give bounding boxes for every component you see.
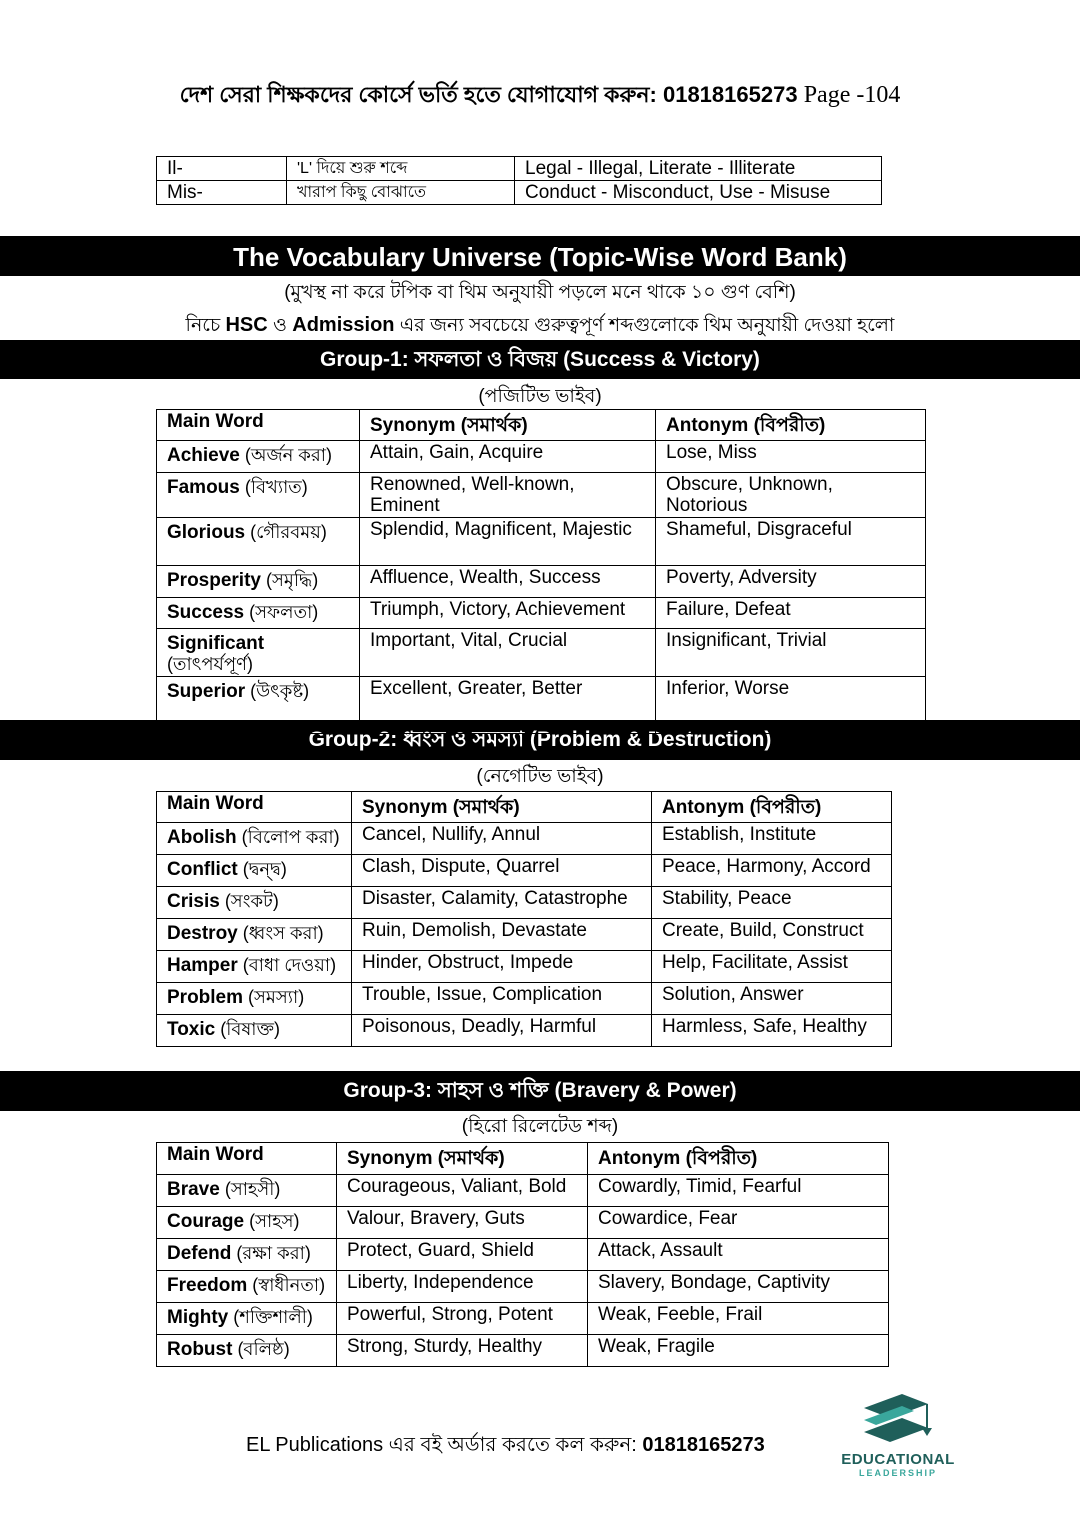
example-cell: Conduct - Misconduct, Use - Misuse xyxy=(515,181,882,205)
main-word: Mighty xyxy=(167,1307,229,1328)
table-row xyxy=(157,441,926,473)
antonym-cell: Solution, Answer xyxy=(652,983,892,1015)
table-row xyxy=(157,677,926,734)
table-row xyxy=(157,1207,889,1239)
antonym-cell: Insignificant, Trivial xyxy=(656,629,926,677)
main-word-cell xyxy=(157,629,360,677)
main-word-cell xyxy=(157,1271,337,1303)
synonym-cell: Clash, Dispute, Quarrel xyxy=(352,855,652,887)
antonym-cell: Stability, Peace xyxy=(652,887,892,919)
main-word: Conflict xyxy=(167,859,238,880)
footer xyxy=(246,1430,765,1463)
antonym-cell: Harmless, Safe, Healthy xyxy=(652,1015,892,1047)
antonym-cell: Attack, Assault xyxy=(588,1239,889,1271)
logo-line-1: EDUCATIONAL xyxy=(841,1451,955,1468)
group-3-banner: Group-3: সাহস ও শক্তি (Bravery & Power) xyxy=(0,1071,1080,1111)
group-2-banner: Group-2: ধ্বংস ও সমস্যা (Problem & Destruction) xyxy=(0,720,1080,760)
main-word: Significant xyxy=(167,633,265,654)
prefix-cell: Il- xyxy=(157,157,287,181)
main-word-bangla: (দ্বন্দ্ব) xyxy=(237,859,287,879)
main-word: Prosperity xyxy=(167,570,261,591)
table-row xyxy=(157,823,892,855)
synonym-header: Synonym (সমার্থক) xyxy=(360,410,656,441)
synonym-cell: Protect, Guard, Shield xyxy=(337,1239,588,1271)
main-word: Crisis xyxy=(167,891,220,912)
main-word: Brave xyxy=(167,1179,220,1200)
synonym-cell: Disaster, Calamity, Catastrophe xyxy=(352,887,652,919)
main-word-bangla: (উৎকৃষ্ট) xyxy=(245,681,310,701)
synonym-cell: Hinder, Obstruct, Impede xyxy=(352,951,652,983)
main-word-cell xyxy=(157,919,352,951)
example-cell: Legal - Illegal, Literate - Illiterate xyxy=(515,157,882,181)
main-word-bangla: (সমৃদ্ধি) xyxy=(260,570,319,590)
prefix-table xyxy=(156,156,882,205)
antonym-cell: Lose, Miss xyxy=(656,441,926,473)
synonym-header: Synonym (সমার্থক) xyxy=(352,792,652,823)
antonym-header: Antonym (বিপরীত) xyxy=(652,792,892,823)
table-row xyxy=(157,1271,889,1303)
main-word-cell xyxy=(157,887,352,919)
universe-banner: The Vocabulary Universe (Topic-Wise Word Bank) xyxy=(0,236,1080,276)
table-header-row xyxy=(157,792,892,823)
synonym-cell: Liberty, Independence xyxy=(337,1271,588,1303)
main-word-cell xyxy=(157,855,352,887)
usage-cell: খারাপ কিছু বোঝাতে xyxy=(287,181,515,205)
main-word-bangla: (সমস্যা) xyxy=(243,987,305,1007)
universe-note: (মুখস্থ না করে টপিক বা থিম অনুযায়ী পড়লে মনে থাকে ১০ গুণ বেশি) xyxy=(284,282,796,303)
main-word: Robust xyxy=(167,1339,233,1360)
main-word-bangla: (বলিষ্ঠ) xyxy=(232,1339,290,1359)
antonym-cell: Shameful, Disgraceful xyxy=(656,518,926,566)
synonym-cell: Courageous, Valiant, Bold xyxy=(337,1175,588,1207)
synonym-cell: Valour, Bravery, Guts xyxy=(337,1207,588,1239)
main-word-cell xyxy=(157,983,352,1015)
main-word-cell xyxy=(157,598,360,629)
main-word-bangla: (বিলোপ করা) xyxy=(236,827,340,847)
main-word-bangla: (স্বাধীনতা) xyxy=(247,1275,326,1295)
table-row xyxy=(157,518,926,566)
antonym-header: Antonym (বিপরীত) xyxy=(656,410,926,441)
prefix-cell: Mis- xyxy=(157,181,287,205)
synonym-header: Synonym (সমার্থক) xyxy=(337,1143,588,1175)
main-word-cell xyxy=(157,518,360,566)
main-word: Abolish xyxy=(167,827,237,848)
table-row xyxy=(157,1303,889,1335)
table-row xyxy=(157,1239,889,1271)
main-word-cell xyxy=(157,441,360,473)
usage-cell: 'L' দিয়ে শুরু শব্দে xyxy=(287,157,515,181)
group-2-table xyxy=(156,791,892,1047)
antonym-cell: Cowardly, Timid, Fearful xyxy=(588,1175,889,1207)
main-word-cell xyxy=(157,951,352,983)
synonym-cell: Cancel, Nullify, Annul xyxy=(352,823,652,855)
table-row xyxy=(157,919,892,951)
synonym-cell: Ruin, Demolish, Devastate xyxy=(352,919,652,951)
main-word-bangla: (বিষাক্ত) xyxy=(215,1019,281,1039)
main-word: Glorious xyxy=(167,522,246,543)
main-word-header: Main Word xyxy=(157,410,360,441)
main-word-cell xyxy=(157,1335,337,1367)
subtitle-text: এর জন্য সবচেয়ে গুরুত্বপূর্ণ শব্দগুলোকে থিম অনুযায়ী দেওয়া হলো xyxy=(394,315,895,336)
table-row xyxy=(157,887,892,919)
main-word-cell xyxy=(157,1207,337,1239)
main-word-cell xyxy=(157,473,360,518)
logo-line-2: LEADERSHIP xyxy=(858,1468,937,1478)
synonym-cell: Attain, Gain, Acquire xyxy=(360,441,656,473)
main-word-bangla: (অর্জন করা) xyxy=(239,445,333,465)
antonym-cell: Failure, Defeat xyxy=(656,598,926,629)
antonym-cell: Poverty, Adversity xyxy=(656,566,926,598)
synonym-cell: Triumph, Victory, Achievement xyxy=(360,598,656,629)
admission-label: Admission xyxy=(292,314,395,336)
group-1-table xyxy=(156,409,926,734)
table-row xyxy=(157,157,882,181)
page-header xyxy=(0,78,1080,115)
main-word-bangla: (ধ্বংস করা) xyxy=(237,923,324,943)
main-word: Achieve xyxy=(167,445,240,466)
table-row xyxy=(157,473,926,518)
antonym-cell: Slavery, Bondage, Captivity xyxy=(588,1271,889,1303)
table-row xyxy=(157,1175,889,1207)
table-row xyxy=(157,629,926,677)
synonym-cell: Trouble, Issue, Complication xyxy=(352,983,652,1015)
main-word-bangla: (শক্তিশালী) xyxy=(228,1307,313,1327)
main-word-bangla: (সাহসী) xyxy=(219,1179,281,1199)
table-row xyxy=(157,1335,889,1367)
main-word-bangla: (তাৎপর্যপূর্ণ) xyxy=(167,654,254,674)
main-word-cell xyxy=(157,1303,337,1335)
main-word: Freedom xyxy=(167,1275,248,1296)
table-row xyxy=(157,951,892,983)
group-3-table xyxy=(156,1142,889,1367)
main-word-bangla: (বাধা দেওয়া) xyxy=(237,955,337,975)
main-word-bangla: (সাহস) xyxy=(244,1211,300,1231)
synonym-cell: Important, Vital, Crucial xyxy=(360,629,656,677)
synonym-cell: Powerful, Strong, Potent xyxy=(337,1303,588,1335)
synonym-cell: Splendid, Magnificent, Majestic xyxy=(360,518,656,566)
table-header-row xyxy=(157,410,926,441)
antonym-cell: Establish, Institute xyxy=(652,823,892,855)
group-1-subtitle: (পজিটিভ ভাইব) xyxy=(478,386,602,407)
synonym-cell: Affluence, Wealth, Success xyxy=(360,566,656,598)
subtitle-text: নিচে xyxy=(185,315,226,336)
main-word: Famous xyxy=(167,477,240,498)
group-2-subtitle: (নেগেটিভ ভাইব) xyxy=(476,766,604,787)
header-text: দেশ সেরা শিক্ষকদের কোর্সে ভর্তি হতে যোগাযোগ করুন: 01818165273 xyxy=(179,82,798,107)
universe-subtitle xyxy=(0,311,1080,343)
page-number: Page -104 xyxy=(803,82,901,108)
main-word-cell xyxy=(157,1239,337,1271)
antonym-cell: Weak, Feeble, Frail xyxy=(588,1303,889,1335)
main-word-bangla: (বিখ্যাত) xyxy=(239,477,308,497)
main-word: Superior xyxy=(167,681,246,702)
table-row xyxy=(157,181,882,205)
main-word-bangla: (সংকট) xyxy=(219,891,279,911)
table-row xyxy=(157,1015,892,1047)
synonym-cell: Poisonous, Deadly, Harmful xyxy=(352,1015,652,1047)
footer-phone: 01818165273 xyxy=(642,1434,765,1456)
antonym-cell: Obscure, Unknown, Notorious xyxy=(656,473,926,518)
main-word-header: Main Word xyxy=(157,1143,337,1175)
educational-leadership-logo xyxy=(836,1390,960,1478)
table-row xyxy=(157,855,892,887)
logo-icon xyxy=(856,1390,940,1446)
main-word: Defend xyxy=(167,1243,232,1264)
main-word: Problem xyxy=(167,987,244,1008)
table-header-row xyxy=(157,1143,889,1175)
main-word-cell xyxy=(157,566,360,598)
main-word-cell xyxy=(157,1015,352,1047)
antonym-cell: Weak, Fragile xyxy=(588,1335,889,1367)
antonym-cell: Inferior, Worse xyxy=(656,677,926,734)
main-word: Toxic xyxy=(167,1019,216,1040)
main-word: Hamper xyxy=(167,955,238,976)
footer-text: EL Publications এর বই অর্ডার করতে কল করুন: xyxy=(246,1434,643,1456)
antonym-cell: Cowardice, Fear xyxy=(588,1207,889,1239)
synonym-cell: Strong, Sturdy, Healthy xyxy=(337,1335,588,1367)
group-1-banner: Group-1: সফলতা ও বিজয় (Success & Victory) xyxy=(0,340,1080,379)
hsc-label: HSC xyxy=(225,314,268,336)
subtitle-text: ও xyxy=(267,315,293,336)
main-word-bangla: (রক্ষা করা) xyxy=(231,1243,311,1263)
antonym-header: Antonym (বিপরীত) xyxy=(588,1143,889,1175)
antonym-cell: Create, Build, Construct xyxy=(652,919,892,951)
group-3-subtitle: (হিরো রিলেটেড শব্দ) xyxy=(461,1116,619,1137)
main-word-bangla: (সফলতা) xyxy=(244,602,319,622)
main-word-bangla: (গৌরবময়) xyxy=(245,522,327,542)
table-row xyxy=(157,983,892,1015)
main-word: Courage xyxy=(167,1211,245,1232)
antonym-cell: Help, Facilitate, Assist xyxy=(652,951,892,983)
main-word-cell xyxy=(157,1175,337,1207)
table-row xyxy=(157,566,926,598)
synonym-cell: Renowned, Well-known, Eminent xyxy=(360,473,656,518)
main-word-header: Main Word xyxy=(157,792,352,823)
synonym-cell: Excellent, Greater, Better xyxy=(360,677,656,734)
main-word: Success xyxy=(167,602,245,623)
main-word-cell xyxy=(157,677,360,734)
table-row xyxy=(157,598,926,629)
main-word: Destroy xyxy=(167,923,238,944)
main-word-cell xyxy=(157,823,352,855)
antonym-cell: Peace, Harmony, Accord xyxy=(652,855,892,887)
